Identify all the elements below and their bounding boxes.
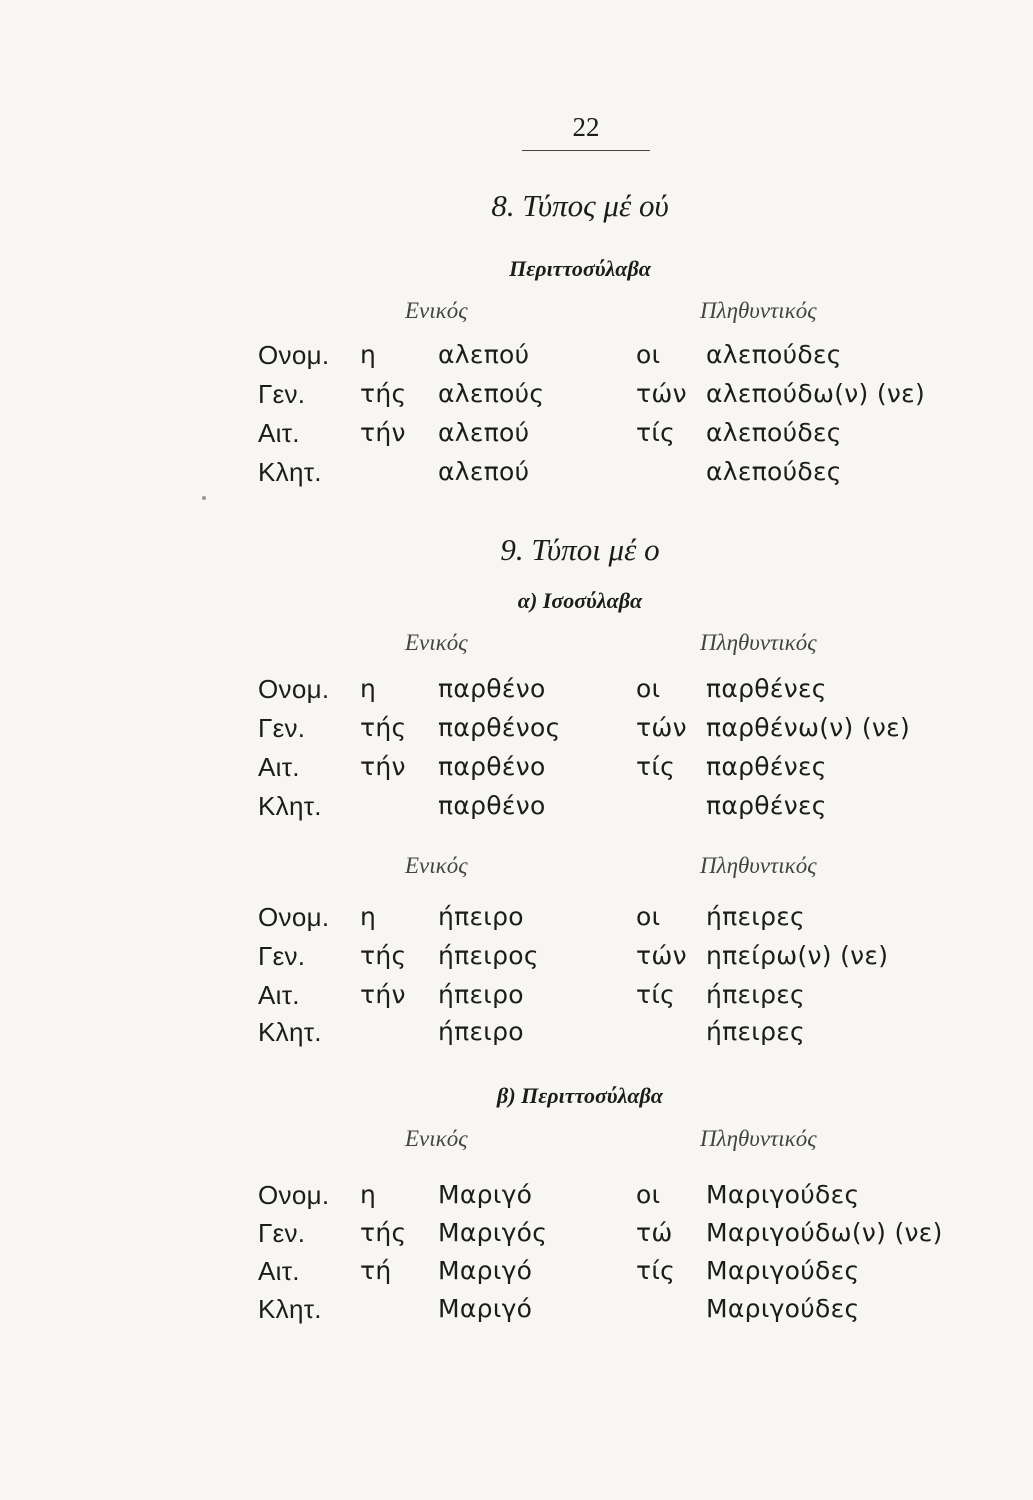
word-singular: αλεπού bbox=[438, 340, 530, 369]
article-plural: τίς bbox=[636, 418, 676, 447]
case-label: Αιτ. bbox=[258, 980, 300, 1010]
word-plural: ήπειρες bbox=[706, 902, 806, 931]
article-plural: τών bbox=[636, 941, 687, 970]
article-singular: τήν bbox=[360, 980, 406, 1009]
word-singular: ήπειρος bbox=[438, 941, 539, 970]
page-number-rule bbox=[522, 150, 650, 151]
article-singular: η bbox=[360, 340, 377, 369]
section-9-title: 9. Τύποι μέ ο bbox=[500, 532, 660, 567]
article-plural: οι bbox=[636, 674, 661, 703]
word-plural: ήπειρες bbox=[706, 980, 806, 1009]
case-label: Γεν. bbox=[258, 713, 306, 743]
paper-speck bbox=[202, 496, 206, 500]
article-plural: τίς bbox=[636, 1256, 676, 1285]
table-row bbox=[0, 902, 1033, 942]
word-plural: παρθένες bbox=[706, 791, 827, 820]
table-row bbox=[0, 1017, 1033, 1057]
case-label: Γεν. bbox=[258, 379, 306, 409]
word-plural: αλεπούδω(ν) (νε) bbox=[706, 379, 926, 408]
table-row bbox=[0, 791, 1033, 831]
table-row bbox=[0, 713, 1033, 753]
case-label: Κλητ. bbox=[258, 1017, 322, 1047]
case-label: Αιτ. bbox=[258, 1256, 300, 1286]
word-plural: Μαριγούδες bbox=[706, 1256, 860, 1285]
column-head-singular: Ενικός bbox=[405, 853, 468, 878]
case-label: Κλητ. bbox=[258, 457, 322, 487]
table-row bbox=[0, 340, 1033, 380]
case-label: Ονομ. bbox=[258, 674, 330, 704]
article-plural: τών bbox=[636, 713, 687, 742]
word-plural: παρθένες bbox=[706, 674, 827, 703]
column-head-plural: Πληθυντικός bbox=[700, 630, 817, 655]
article-singular: τής bbox=[360, 379, 407, 408]
article-plural: οι bbox=[636, 902, 661, 931]
table-row bbox=[0, 1180, 1033, 1220]
article-plural: οι bbox=[636, 1180, 661, 1209]
table-row bbox=[0, 1256, 1033, 1296]
word-singular: Μαριγός bbox=[438, 1218, 548, 1247]
word-plural: αλεπούδες bbox=[706, 418, 842, 447]
case-label: Αιτ. bbox=[258, 418, 300, 448]
case-label: Ονομ. bbox=[258, 1180, 330, 1210]
article-plural: οι bbox=[636, 340, 661, 369]
word-plural: ήπειρες bbox=[706, 1017, 806, 1046]
table-row bbox=[0, 379, 1033, 419]
word-singular: αλεπούς bbox=[438, 379, 545, 408]
word-plural: Μαριγούδες bbox=[706, 1180, 860, 1209]
word-singular: Μαριγό bbox=[438, 1180, 533, 1209]
article-singular: η bbox=[360, 674, 377, 703]
word-plural: Μαριγούδω(ν) (νε) bbox=[706, 1218, 943, 1247]
article-plural: τών bbox=[636, 379, 687, 408]
article-singular: τής bbox=[360, 941, 407, 970]
word-singular: αλεπού bbox=[438, 457, 530, 486]
word-singular: ήπειρο bbox=[438, 980, 524, 1009]
word-singular: παρθένος bbox=[438, 713, 561, 742]
word-plural: παρθένω(ν) (νε) bbox=[706, 713, 911, 742]
article-singular: τήν bbox=[360, 418, 406, 447]
word-singular: παρθένο bbox=[438, 791, 546, 820]
word-singular: παρθένο bbox=[438, 674, 546, 703]
article-plural: τίς bbox=[636, 980, 676, 1009]
section-8-subtitle: Περιττοσύλαβα bbox=[509, 256, 651, 281]
table-row bbox=[0, 752, 1033, 792]
article-singular: τής bbox=[360, 1218, 407, 1247]
article-singular: η bbox=[360, 1180, 377, 1209]
page-number: 22 bbox=[572, 112, 600, 142]
word-singular: ήπειρο bbox=[438, 902, 524, 931]
article-singular: τήν bbox=[360, 752, 406, 781]
word-plural: αλεπούδες bbox=[706, 457, 842, 486]
table-row bbox=[0, 941, 1033, 981]
word-singular: Μαριγό bbox=[438, 1256, 533, 1285]
table-row bbox=[0, 1218, 1033, 1258]
column-head-plural: Πληθυντικός bbox=[700, 298, 817, 323]
case-label: Γεν. bbox=[258, 1218, 306, 1248]
case-label: Γεν. bbox=[258, 941, 306, 971]
word-singular: παρθένο bbox=[438, 752, 546, 781]
word-plural: αλεπούδες bbox=[706, 340, 842, 369]
table-row bbox=[0, 457, 1033, 497]
article-plural: τώ bbox=[636, 1218, 673, 1247]
article-singular: η bbox=[360, 902, 377, 931]
section-9a-subtitle: α) Ισοσύλαβα bbox=[517, 588, 643, 613]
word-plural: ηπείρω(ν) (νε) bbox=[706, 941, 889, 970]
case-label: Κλητ. bbox=[258, 791, 322, 821]
table-row bbox=[0, 980, 1033, 1020]
table-row bbox=[0, 1294, 1033, 1334]
article-singular: τή bbox=[360, 1256, 392, 1285]
section-8-title: 8. Τύπος μέ ού bbox=[491, 188, 669, 223]
table-row bbox=[0, 418, 1033, 458]
section-9b-subtitle: β) Περιττοσύλαβα bbox=[497, 1083, 663, 1108]
article-singular: τής bbox=[360, 713, 407, 742]
case-label: Αιτ. bbox=[258, 752, 300, 782]
word-singular: Μαριγό bbox=[438, 1294, 533, 1323]
column-head-singular: Ενικός bbox=[405, 630, 468, 655]
column-head-singular: Ενικός bbox=[405, 1126, 468, 1151]
word-singular: αλεπού bbox=[438, 418, 530, 447]
article-plural: τίς bbox=[636, 752, 676, 781]
column-head-plural: Πληθυντικός bbox=[700, 853, 817, 878]
case-label: Ονομ. bbox=[258, 340, 330, 370]
table-row bbox=[0, 674, 1033, 714]
word-plural: Μαριγούδες bbox=[706, 1294, 860, 1323]
column-head-singular: Ενικός bbox=[405, 298, 468, 323]
word-plural: παρθένες bbox=[706, 752, 827, 781]
column-head-plural: Πληθυντικός bbox=[700, 1126, 817, 1151]
case-label: Κλητ. bbox=[258, 1294, 322, 1324]
case-label: Ονομ. bbox=[258, 902, 330, 932]
word-singular: ήπειρο bbox=[438, 1017, 524, 1046]
